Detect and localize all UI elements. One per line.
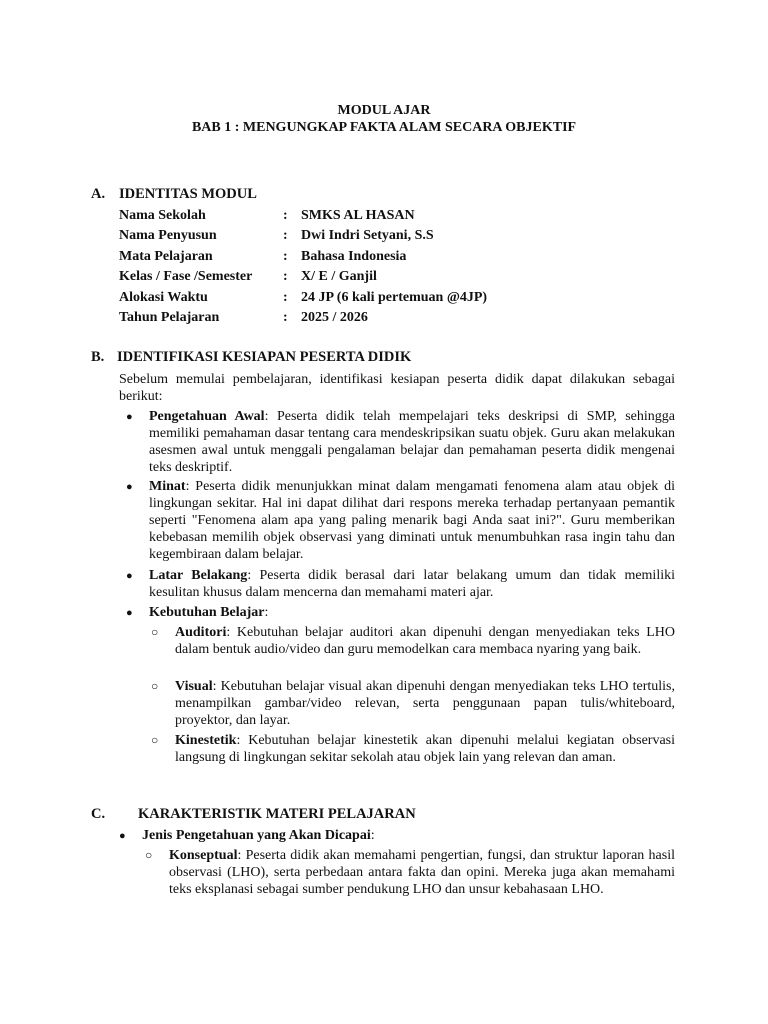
list-item-term: Minat (149, 479, 186, 494)
identity-label: Alokasi Waktu (119, 290, 208, 305)
list-item (149, 567, 675, 601)
list-item-term: Pengetahuan Awal (149, 409, 265, 424)
section-b-intro: Sebelum memulai pembelajaran, identifikasi kesiapan peserta didik dapat dilakukan sebagai berikut: (119, 372, 675, 404)
identity-value: 2025 / 2026 (301, 310, 368, 325)
list-item (142, 827, 675, 844)
circle-bullet-icon: ○ (151, 733, 159, 747)
identity-colon: : (283, 310, 288, 325)
bullet-icon: ● (126, 570, 133, 582)
circle-bullet-icon: ○ (151, 679, 159, 693)
sub-list-item-text: : Peserta didik akan memahami pengertian, fungsi, dan struktur laporan hasil observasi (LHO), serta perbedaan antara fakta dan opini. Mereka juga akan memahami teks eksplanasi sebagai sumber pendukung LHO dan unsur kebahasaan LHO. (169, 848, 675, 897)
bullet-icon: ● (119, 830, 126, 842)
identity-colon: : (283, 290, 288, 305)
section-c-title: KARAKTERISTIK MATERI PELAJARAN (138, 806, 416, 822)
list-item (149, 478, 675, 563)
circle-bullet-icon: ○ (145, 848, 153, 862)
sub-list-item-term: Konseptual (169, 848, 238, 863)
sub-list-item-text: : Kebutuhan belajar visual akan dipenuhi dengan menyediakan teks LHO tertulis, menampilkan gambar/video relevan, serta penggunaan papan tulis/whiteboard, proyektor, dan layar. (175, 679, 675, 728)
sub-list-item-text: : Kebutuhan belajar auditori akan dipenuhi dengan menyediakan teks LHO dalam bentuk audio/video dan guru memodelkan cara membaca nyaring yang baik. (175, 625, 675, 657)
section-a-number: A. (91, 186, 106, 202)
identity-label: Kelas / Fase /Semester (119, 269, 253, 284)
sub-list-item-term: Visual (175, 679, 213, 694)
section-b-number: B. (91, 349, 105, 365)
document-title: MODUL AJAR (337, 103, 431, 118)
circle-bullet-icon: ○ (151, 625, 159, 639)
identity-colon: : (283, 228, 288, 243)
section-c-number: C. (91, 806, 106, 822)
sub-list-item (175, 732, 675, 766)
list-item-term: Latar Belakang (149, 568, 248, 583)
identity-label: Mata Pelajaran (119, 249, 213, 264)
section-b-title: IDENTIFIKASI KESIAPAN PESERTA DIDIK (117, 349, 412, 365)
identity-value: SMKS AL HASAN (301, 208, 415, 223)
list-item-term: Jenis Pengetahuan yang Akan Dicapai (142, 828, 371, 843)
identity-value: Bahasa Indonesia (301, 249, 407, 264)
identity-label: Tahun Pelajaran (119, 310, 220, 325)
list-item-term: Kebutuhan Belajar (149, 605, 265, 620)
identity-colon: : (283, 249, 288, 264)
document-subtitle: BAB 1 : MENGUNGKAP FAKTA ALAM SECARA OBJEKTIF (191, 120, 577, 135)
list-item-text: : (264, 605, 269, 620)
identity-colon: : (283, 208, 288, 223)
list-item-text: : (370, 828, 375, 843)
list-item (149, 408, 675, 476)
sub-list-item (175, 678, 675, 729)
identity-label: Nama Penyusun (119, 228, 217, 243)
identity-label: Nama Sekolah (119, 208, 206, 223)
bullet-icon: ● (126, 481, 133, 493)
list-item-text: : Peserta didik menunjukkan minat dalam mengamati fenomena alam atau objek di lingkungan sekitar. Hal ini dapat dilihat dari respons mereka terhadap pertanyaan pemantik seperti "Fenomena alam apa yang paling menarik bagi Anda saat ini?". Guru memberikan kebebasan memilih objek observasi yang diminati untuk menumbuhkan rasa ingin tahu dan kegembiraan dalam belajar. (149, 479, 675, 562)
bullet-icon: ● (126, 411, 133, 423)
list-item (149, 604, 675, 621)
sub-list-item-term: Kinestetik (175, 733, 237, 748)
section-a-title: IDENTITAS MODUL (119, 186, 257, 202)
list-item-text: : Peserta didik telah mempelajari teks deskripsi di SMP, sehingga memiliki pemahaman dasar tentang cara mendeskripsikan suatu objek. Guru akan melakukan asesmen awal untuk menggali pengalaman belajar dan pemahaman peserta didik mengenai teks deskriptif. (149, 409, 675, 475)
list-item-text: : Peserta didik berasal dari latar belakang umum dan tidak memiliki kesulitan khusus dalam mencerna dan memahami materi ajar. (149, 568, 675, 600)
identity-value: X/ E / Ganjil (301, 269, 377, 284)
sub-list-item (175, 624, 675, 658)
sub-list-item (169, 847, 675, 898)
identity-value: 24 JP (6 kali pertemuan @4JP) (301, 290, 488, 305)
identity-value: Dwi Indri Setyani, S.S (301, 228, 434, 243)
identity-colon: : (283, 269, 288, 284)
sub-list-item-term: Auditori (175, 625, 227, 640)
sub-list-item-text: : Kebutuhan belajar kinestetik akan dipenuhi melalui kegiatan observasi langsung di lingkungan sekitar sekolah atau objek lain yang relevan dan aman. (175, 733, 675, 765)
bullet-icon: ● (126, 607, 133, 619)
